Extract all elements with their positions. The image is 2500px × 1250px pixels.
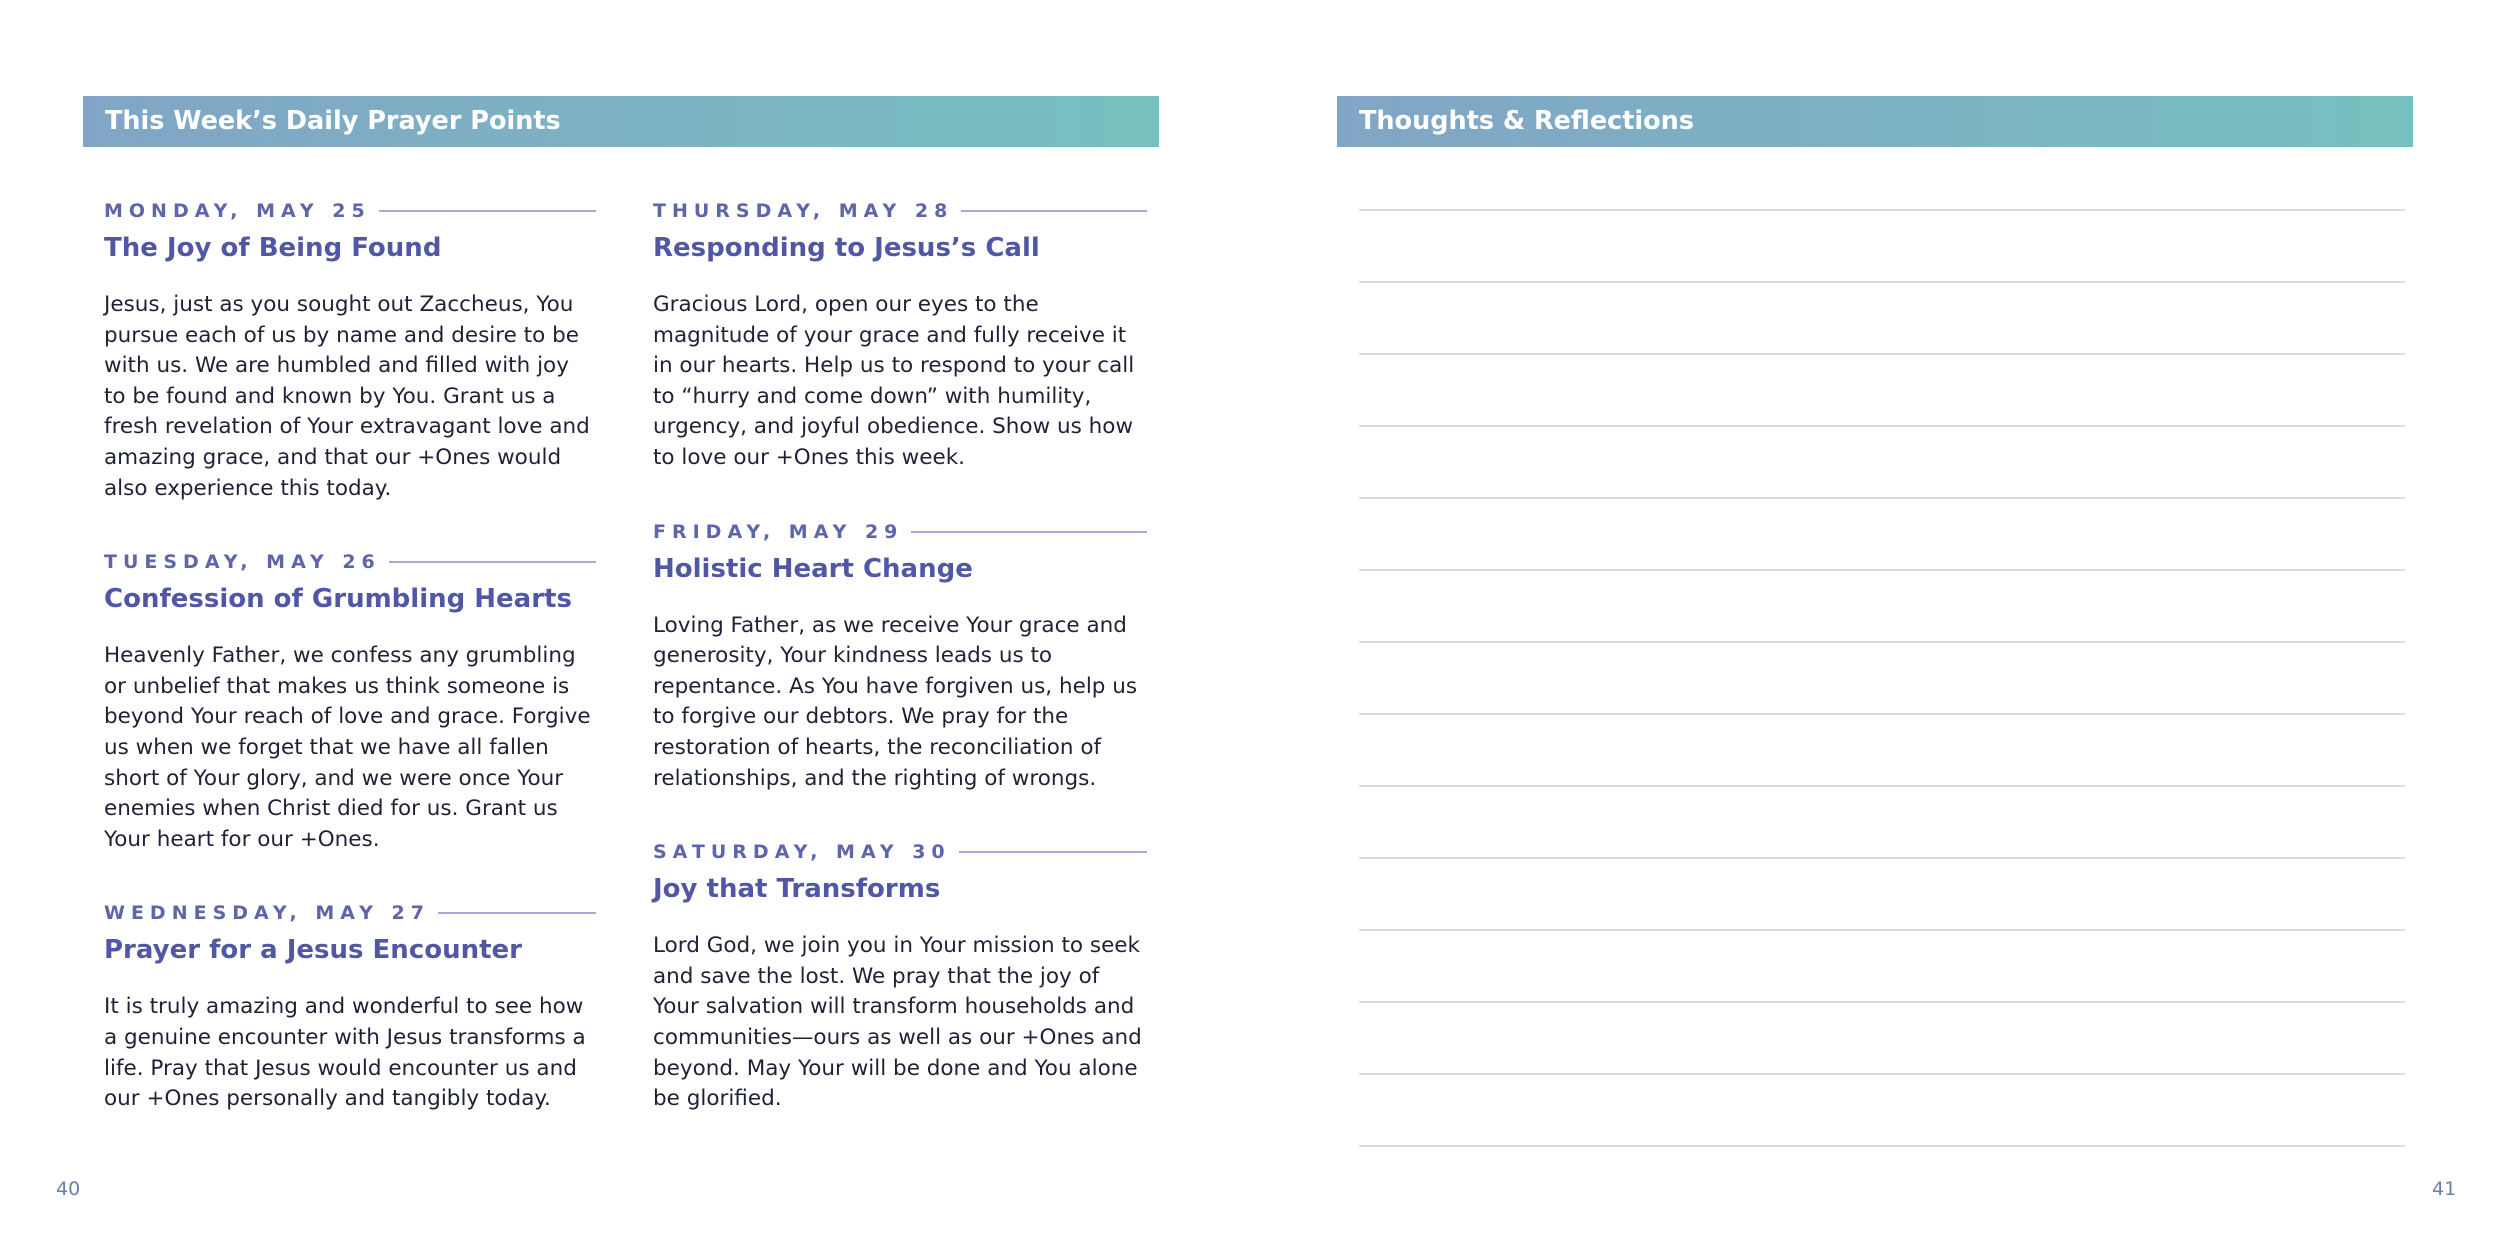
writing-line <box>1359 641 2405 643</box>
date-row <box>104 550 596 574</box>
entry-text: Heavenly Father, we confess any grumbling or unbelief that makes us think someone is beyond Your reach of love and grace. Forgive us when we forget that we have all fallen short of Your glory, and we were once Your enemies when Christ died for us. Grant us Your heart for our +Ones. <box>104 643 591 852</box>
writing-line <box>1359 209 2405 211</box>
page-number-left: 40 <box>56 1178 81 1200</box>
prayer-entry-wednesday <box>104 901 596 1114</box>
writing-line <box>1359 857 2405 859</box>
entry-text: Loving Father, as we receive Your grace and generosity, Your kindness leads us to repentance. As You have forgiven us, help us to forgive our debtors. We pray for the restoration of hearts, the reconciliation of relationships, and the righting of wrongs. <box>653 612 1138 791</box>
writing-line <box>1359 353 2405 355</box>
page-number-right: 41 <box>2432 1178 2457 1200</box>
entry-text: Lord God, we join you in Your mission to seek and save the lost. We pray that the joy of Your salvation will transform households and communities—ours as well as our +Ones and beyond. May Your will be done and You alone be glorified. <box>653 933 1142 1112</box>
entry-title: Prayer for a Jesus Encounter <box>104 935 522 966</box>
prayer-column-right <box>653 199 1147 1161</box>
date-row <box>653 520 1147 544</box>
reflection-writing-area <box>1359 209 2405 1217</box>
writing-line <box>1359 281 2405 283</box>
date-divider-line <box>438 912 596 914</box>
entry-text: It is truly amazing and wonderful to see how a genuine encounter with Jesus transforms a life. Pray that Jesus would encounter us and our +Ones personally and tangibly today. <box>104 994 586 1112</box>
date-row <box>104 199 596 223</box>
daily-prayer-points-header: This Week’s Daily Prayer Points <box>83 96 1159 147</box>
entry-text: Jesus, just as you sought out Zaccheus, You pursue each of us by name and desire to be with us. We are humbled and filled with joy to be found and known by You. Grant us a fresh revelation of Your extravagant love and amazing grace, and that our +Ones would also experience this today. <box>104 292 590 501</box>
date-divider-line <box>389 561 596 563</box>
writing-line <box>1359 1145 2405 1147</box>
writing-line <box>1359 713 2405 715</box>
date-divider-line <box>379 210 596 212</box>
entry-date: FRIDAY, MAY 29 <box>653 520 904 543</box>
entry-title: Responding to Jesus’s Call <box>653 233 1040 263</box>
prayer-entry-friday <box>653 520 1147 795</box>
prayer-entry-tuesday <box>104 550 596 855</box>
entry-title: The Joy of Being Found <box>104 233 442 263</box>
writing-line <box>1359 425 2405 427</box>
entry-title: Joy that Transforms <box>653 874 941 905</box>
entry-title: Confession of Grumbling Hearts <box>104 584 572 615</box>
entry-date: THURSDAY, MAY 28 <box>653 200 954 222</box>
date-divider-line <box>911 531 1147 533</box>
entry-date: MONDAY, MAY 25 <box>104 200 371 222</box>
entry-date: WEDNESDAY, MAY 27 <box>104 902 430 925</box>
writing-line <box>1359 1001 2405 1003</box>
date-row <box>653 199 1147 223</box>
entry-title: Holistic Heart Change <box>653 553 973 584</box>
entry-date: TUESDAY, MAY 26 <box>104 551 381 574</box>
thoughts-reflections-header: Thoughts & Reflections <box>1337 96 2413 147</box>
prayer-entry-monday <box>104 199 596 504</box>
prayer-column-left <box>104 199 596 1161</box>
entry-date: SATURDAY, MAY 30 <box>653 841 951 864</box>
writing-line <box>1359 497 2405 499</box>
prayer-entry-saturday <box>653 840 1147 1115</box>
date-row <box>104 901 596 925</box>
writing-line <box>1359 569 2405 571</box>
date-divider-line <box>961 210 1147 212</box>
writing-line <box>1359 1073 2405 1075</box>
entry-text: Gracious Lord, open our eyes to the magnitude of your grace and fully receive it in our hearts. Help us to respond to your call to “hurry and come down” with humility, urgency, and joyful obedience. Show us how to love our +Ones this week. <box>653 292 1135 470</box>
date-row <box>653 840 1147 864</box>
prayer-entry-thursday <box>653 199 1147 474</box>
writing-line <box>1359 929 2405 931</box>
date-divider-line <box>959 851 1147 853</box>
writing-line <box>1359 785 2405 787</box>
